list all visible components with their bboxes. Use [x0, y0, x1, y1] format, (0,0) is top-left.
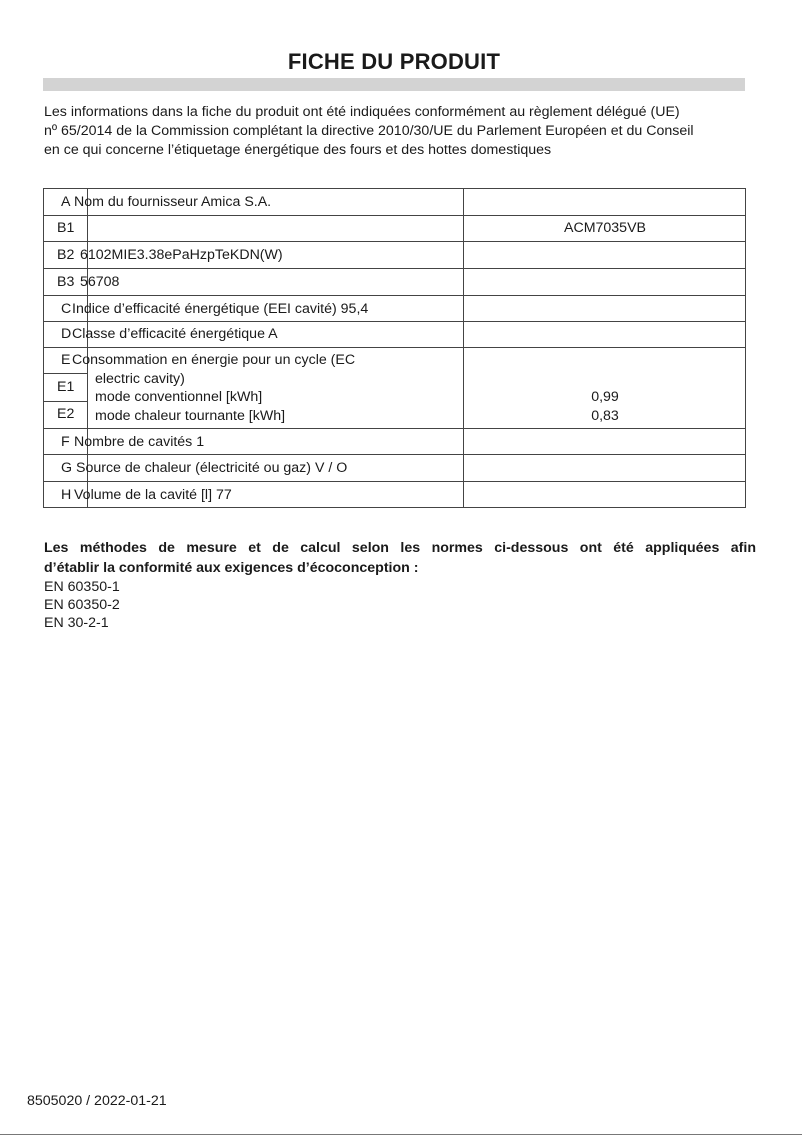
methods-heading-line-1: Les méthodes de mesure et de calcul selon les normes ci-dessous ont été appliquées afin: [44, 540, 756, 556]
row-e2-code: E2: [57, 406, 75, 422]
row-f-code: F: [61, 434, 70, 450]
row-b3-label: 56708: [80, 274, 120, 290]
row-g-label: Source de chaleur (électricité ou gaz) V / O: [76, 460, 348, 476]
row-e1-value: 0,99: [591, 389, 619, 405]
row-divider: [44, 241, 745, 242]
row-e-label-continued: electric cavity): [95, 371, 185, 387]
row-divider-code: [44, 401, 87, 402]
intro-line-2: nº 65/2014 de la Commission complétant la directive 2010/30/UE du Parlement Européen et du Conseil: [44, 123, 694, 139]
row-b1-code: B1: [57, 220, 75, 236]
row-a-label: Nom du fournisseur Amica S.A.: [74, 194, 272, 210]
product-data-table: [43, 188, 746, 508]
methods-section: [44, 538, 756, 632]
row-divider: [44, 295, 745, 296]
page-title: FICHE DU PRODUIT: [287, 49, 501, 74]
row-h-code: H: [61, 487, 72, 503]
row-f-label: Nombre de cavités 1: [74, 434, 205, 450]
row-c-label: Indice d’efficacité énergétique (EEI cavité) 95,4: [72, 301, 369, 317]
row-divider: [44, 321, 745, 322]
standard-item: EN 60350-2: [44, 597, 120, 613]
intro-line-3: en ce qui concerne l’étiquetage énergétique des fours et des hottes domestiques: [44, 142, 552, 158]
row-divider: [44, 481, 745, 482]
intro-paragraph: [44, 103, 749, 160]
row-e1-code: E1: [57, 379, 75, 395]
intro-line-1: Les informations dans la fiche du produit ont été indiquées conformément au règlement délégué (UE): [44, 104, 680, 120]
methods-heading-line-2: d’établir la conformité aux exigences d’écoconception :: [44, 560, 419, 576]
title-underline-bar: [43, 78, 745, 91]
document-footer-reference: 8505020 / 2022-01-21: [27, 1093, 167, 1109]
row-divider: [44, 454, 745, 455]
row-c-code: C: [61, 301, 72, 317]
row-b2-code: B2: [57, 247, 75, 263]
row-e2-value: 0,83: [591, 408, 619, 424]
row-divider: [44, 215, 745, 216]
row-a-code: A: [61, 194, 71, 210]
row-g-code: G: [61, 460, 73, 476]
standard-item: EN 60350-1: [44, 579, 120, 595]
row-divider: [44, 268, 745, 269]
row-e1-label: mode conventionnel [kWh]: [95, 389, 263, 405]
standard-item: EN 30-2-1: [44, 615, 109, 631]
row-d-code: D: [61, 326, 72, 342]
row-divider-code: [44, 373, 87, 374]
row-divider: [44, 428, 745, 429]
row-e2-label: mode chaleur tournante [kWh]: [95, 408, 286, 424]
page-bottom-edge-line: [0, 1134, 802, 1135]
row-h-label: Volume de la cavité [l] 77: [74, 487, 232, 503]
row-e-code: E: [61, 352, 71, 368]
row-b2-label: 6102MIE3.38ePaHzpTeKDN(W): [80, 247, 283, 263]
row-e-label: Consommation en énergie pour un cycle (EC: [72, 352, 356, 368]
row-divider: [44, 347, 745, 348]
row-b1-value: ACM7035VB: [563, 220, 646, 236]
row-b3-code: B3: [57, 274, 75, 290]
row-d-label: Classe d’efficacité énergétique A: [72, 326, 278, 342]
methods-heading: [44, 538, 756, 578]
